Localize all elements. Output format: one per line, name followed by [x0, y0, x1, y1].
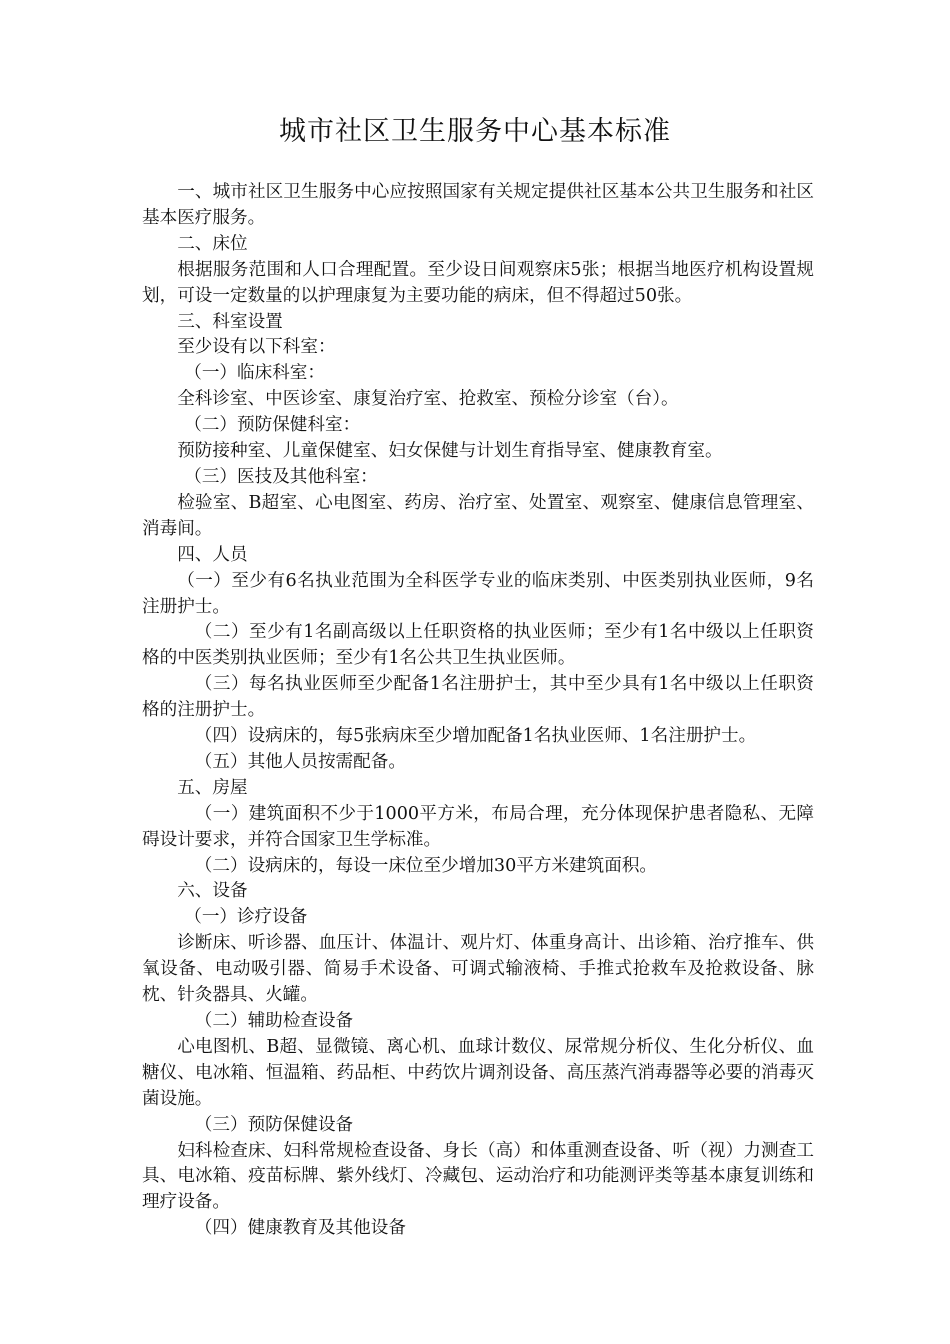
paragraph: 预防接种室、儿童保健室、妇女保健与计划生育指导室、健康教育室。 [177, 441, 723, 462]
paragraph: 至少设有以下科室： [177, 337, 336, 358]
paragraph: （三）医技及其他科室： [184, 466, 378, 487]
paragraph: 一、城市社区卫生服务中心应按照国家有关规定提供社区基本公共卫生服务和社区基本医疗服务。 [142, 182, 814, 228]
paragraph: （三）预防保健设备 [194, 1114, 354, 1135]
paragraph: （三）每名执业医师至少配备1名注册护士，其中至少具有1名中级以上任职资格的注册护士。 [142, 674, 814, 721]
paragraph: 心电图机、B超、显微镜、离心机、血球计数仪、尿常规分析仪、生化分析仪、血糖仪、电冰箱、恒温箱、药品柜、中药饮片调剂设备、高压蒸汽消毒器等必要的消毒灭菌设施。 [142, 1036, 814, 1109]
paragraph: 检验室、B超室、心电图室、药房、治疗室、处置室、观察室、健康信息管理室、消毒间。 [142, 492, 814, 539]
paragraph: （一）诊疗设备 [184, 907, 308, 928]
paragraph: （一）临床科室： [184, 363, 325, 384]
paragraph: 妇科检查床、妇科常规检查设备、身长（高）和体重测查设备、听（视）力测查工具、电冰箱、疫苗标牌、紫外线灯、冷藏包、运动治疗和功能测评类等基本康复训练和理疗设备。 [142, 1140, 814, 1213]
paragraph: 诊断床、听诊器、血压计、体温计、观片灯、体重身高计、出诊箱、治疗推车、供氧设备、电动吸引器、简易手术设备、可调式输液椅、手推式抢救车及抢救设备、脉枕、针灸器具、火罐。 [142, 933, 814, 1006]
paragraph: （五）其他人员按需配备。 [194, 751, 406, 772]
paragraph: 二、床位 [177, 233, 248, 254]
document-body [142, 180, 814, 1242]
paragraph: 六、设备 [177, 881, 248, 902]
paragraph: 根据服务范围和人口合理配置。至少设日间观察床5张；根据当地医疗机构设置规划，可设一定数量的以护理康复为主要功能的病床，但不得超过50张。 [142, 259, 814, 306]
paragraph: （四）设病床的，每5张病床至少增加配备1名执业医师、1名注册护士。 [194, 726, 757, 747]
paragraph: 五、房屋 [177, 777, 248, 798]
paragraph: （一）建筑面积不少于1000平方米，布局合理，充分体现保护患者隐私、无障碍设计要求，并符合国家卫生学标准。 [142, 803, 814, 850]
paragraph: （二）预防保健科室： [184, 415, 361, 436]
page-title: 城市社区卫生服务中心基本标准 [279, 116, 671, 147]
paragraph: （一）至少有6名执业范围为全科医学专业的临床类别、中医类别执业医师，9名注册护士。 [142, 570, 814, 617]
paragraph: （二）至少有1名副高级以上任职资格的执业医师；至少有1名中级以上任职资格的中医类别执业医师；至少有1名公共卫生执业医师。 [142, 622, 814, 669]
paragraph: 全科诊室、中医诊室、康复治疗室、抢救室、预检分诊室（台）。 [177, 389, 679, 410]
paragraph: （四）健康教育及其他设备 [194, 1218, 406, 1239]
paragraph: 四、人员 [177, 544, 248, 565]
paragraph: 三、科室设置 [177, 311, 283, 332]
paragraph: （二）设病床的，每设一床位至少增加30平方米建筑面积。 [194, 855, 658, 876]
paragraph: （二）辅助检查设备 [194, 1011, 354, 1031]
